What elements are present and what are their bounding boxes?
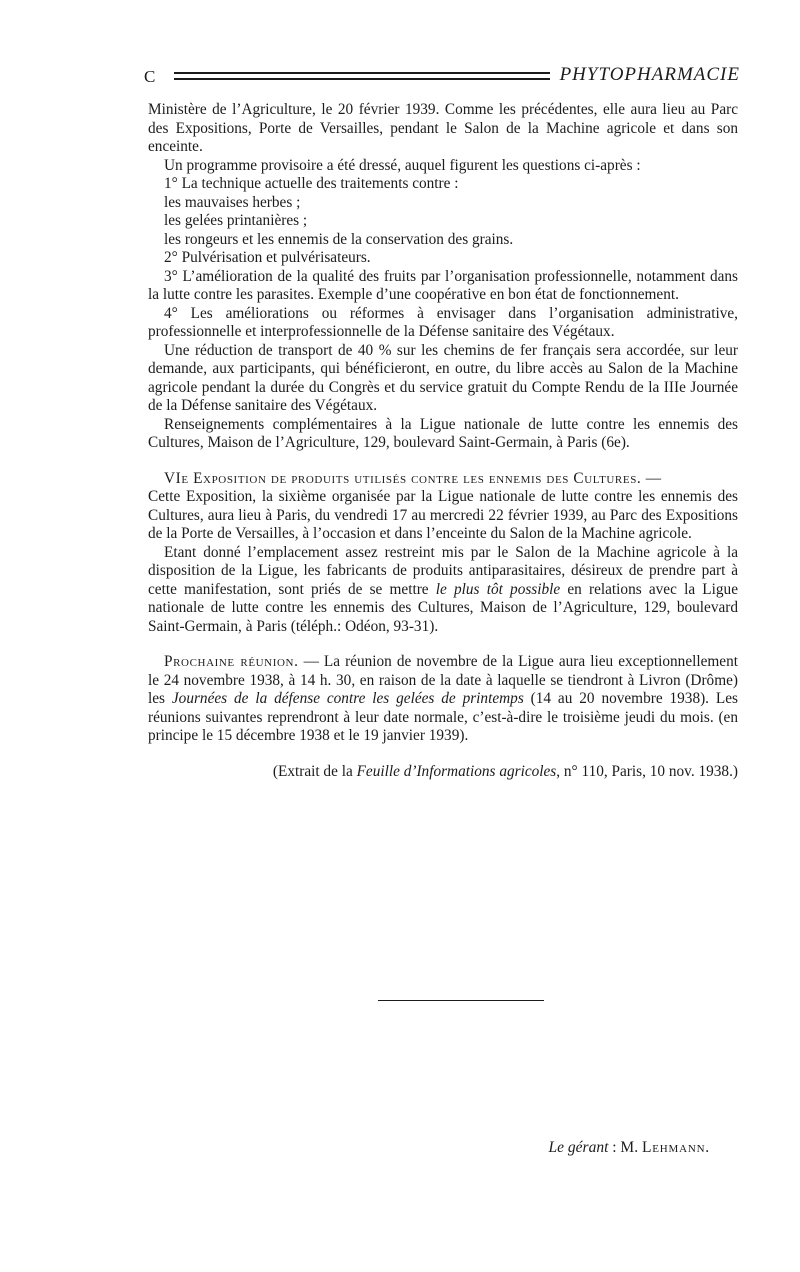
signature-separator: : M. [608,1139,642,1156]
next-meeting-paragraph [148,653,738,746]
signature-name: Lehmann. [641,1139,710,1156]
citation-text-end: , n° 110, Paris, 10 nov. 1938.) [556,762,738,780]
running-header [144,64,740,92]
program-item-4: 4° Les améliorations ou réformes à envisager dans l’organisation administrative, professionnelle et interprofessionnelle de la Défense sanitaire des Végétaux. [148,304,738,340]
publication-title: Feuille d’Informations agricoles [356,762,557,780]
article-body [148,101,738,781]
exhibitors-paragraph [148,544,738,637]
program-item-3: 3° L’amélioration de la qualité des fruits par l’organisation professionnelle, notamment dans la lutte contre les parasites. Exemple d’une coopérative en bon état de fonctionnement. [148,267,738,303]
next-meeting-text: — La réunion de novembre de la Ligue aura lieu exceptionnellement le 24 novembre 1938, à 14 h. 30, en raison de la date à laquelle se tiendront à Livron (Drôme) les [148,653,738,707]
exposition-heading: VIe Exposition de produits utilisés contre les ennemis des Cultures. — [164,469,662,487]
exhibitors-text-end: en relations avec la Ligue nationale de lutte contre les ennemis des Cultures, Maison de l’Agriculture, 129, boulevard Saint-Germain, à Paris (téléph.: Odéon, 93-31). [148,580,738,635]
section-gap [148,636,738,653]
information-paragraph: Renseignements complémentaires à la Ligue nationale de lutte contre les ennemis des Cultures, Maison de l’Agriculture, 129, boulevard Saint-Germain, à Paris (6e). [148,415,738,451]
section-gap [148,453,738,470]
closing-rule [378,1000,544,1001]
program-paragraph: Un programme provisoire a été dressé, auquel figurent les questions ci-après : [164,156,641,174]
next-meeting-heading: Prochaine réunion. [164,653,299,670]
program-subitem: les rongeurs et les ennemis de la conservation des grains. [164,230,514,248]
signature [549,1139,710,1157]
transport-paragraph: Une réduction de transport de 40 % sur les chemins de fer français sera accordée, sur leur demande, aux participants, qui bénéficieront, en outre, du libre accès au Salon de la Machine agricole pendant la durée du Congrès et du service gratuit du Compte Rendu de la IIIe Journée de la Défense sanitaire des Végétaux. [148,341,738,414]
journal-title: PHYTOPHARMACIE [559,64,740,85]
exposition-heading-paragraph [148,470,738,489]
program-subitem: les mauvaises herbes ; [164,193,301,211]
program-subitem: les gelées printanières ; [164,212,308,229]
header-double-rule [174,72,550,80]
section-gap [148,746,738,763]
next-meeting-text-end: (14 au 20 novembre 1938). Les réunions suivantes reprendront à leur date normale, c’est-à-dire le troisième jeudi du mois. (en principe le 15 décembre 1938 et le 19 janvier 1939). [148,690,738,744]
exposition-paragraph: Cette Exposition, la sixième organisée par la Ligue nationale de lutte contre les ennemis des Cultures, aura lieu à Paris, du vendredi 17 au mercredi 22 février 1939, au Parc des Expositions de la Porte de Versailles, à l’occasion et dans l’enceinte du Salon de la Machine agricole. [148,488,738,542]
intro-paragraph: Ministère de l’Agriculture, le 20 février 1939. Comme les précédentes, elle aura lieu au Parc des Expositions, Porte de Versailles, pendant le Salon de la Machine agricole et dans son enceinte. [148,101,738,155]
exhibitors-text: Etant donné l’emplacement assez restreint mis par le Salon de la Machine agricole à la disposition de la Ligue, les fabricants de produits antiparasitaires, désireux de prendre part à cette manifestation, sont priés de se mettre [148,543,738,598]
page-number-letter: C [144,67,156,86]
program-item-1: 1° La technique actuelle des traitements contre : [164,175,459,192]
source-citation [148,763,738,782]
program-item-2: 2° Pulvérisation et pulvérisateurs. [164,249,371,266]
citation-text: (Extrait de la [272,762,357,780]
emphasis-text: Journées de la défense contre les gelées de printemps [171,690,524,707]
emphasis-text: le plus tôt possible [435,580,561,598]
signature-label: Le gérant [548,1139,609,1156]
